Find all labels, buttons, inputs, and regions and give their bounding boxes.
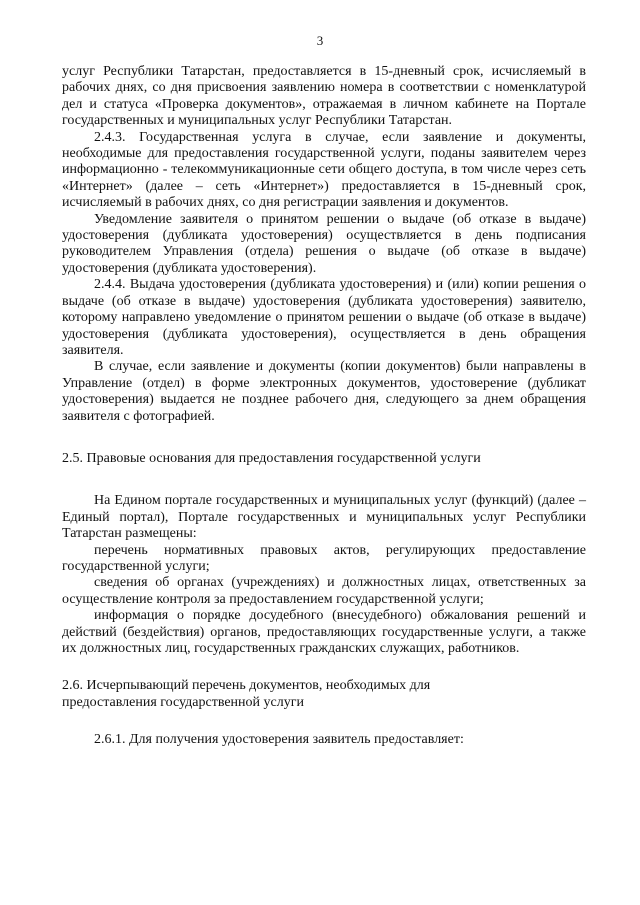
spacer (62, 425, 586, 451)
paragraph-2-4-4: 2.4.4. Выдача удостоверения (дубликата удостоверения) и (или) копии решения о выдаче (об отказе в выдаче) удостоверения (дубликата удостоверения) заявителю, которому направлено уведомление о принятом решении о выдаче (об отказе в выдаче) удостоверения (дубликата удостоверения), осуществляется в день обращения заявителя. (62, 277, 586, 358)
paragraph-notification: Уведомление заявителя о принятом решении о выдаче (об отказе в выдаче) удостоверения (дубликата удостоверения) осуществляется в день подписания руководителем Управления (отдела) решения о выдаче (об отказе в выдаче) удостоверения (дубликата удостоверения). (62, 211, 586, 276)
spacer (62, 657, 586, 678)
section-2-6-heading-line1: 2.6. Исчерпывающий перечень документов, необходимых для (62, 678, 431, 694)
paragraph-2-6-1: 2.6.1. Для получения удостоверения заявитель предоставляет: (94, 732, 464, 748)
paragraph-bodies-info: сведения об органах (учреждениях) и должностных лицах, ответственных за осуществление контроля за предоставлением государственной услуги; (62, 575, 586, 607)
spacer (62, 711, 586, 732)
paragraph-appeal-procedure: информация о порядке досудебного (внесудебного) обжалования решений и действий (бездействия) органов, предоставляющих государственные услуги, а также их должностных лиц, государственных гражданских служащих, работников. (62, 608, 586, 656)
document-body (62, 64, 586, 749)
paragraph-electronic-case: В случае, если заявление и документы (копии документов) были направлены в Управление (отдел) в форме электронных документов, удостоверение (дубликат удостоверения) выдается не позднее рабочего дня, следующего за днем обращения заявителя с фотографией. (62, 359, 586, 424)
paragraph-portal-intro: На Едином портале государственных и муниципальных услуг (функций) (далее – Единый портал), Портале государственных и муниципальных услуг Республики Татарстан размещены: (62, 493, 586, 542)
section-2-5-heading: 2.5. Правовые основания для предоставления государственной услуги (62, 450, 481, 466)
spacer (62, 467, 586, 493)
page-number: 3 (316, 33, 324, 48)
paragraph-2-4-3: 2.4.3. Государственная услуга в случае, если заявление и документы, необходимые для предоставления государственной услуги, поданы заявителем через информационно - телекоммуникационные сети общего доступа, в том числе через сеть «Интернет» (далее – сеть «Интернет») предоставляется в 15-дневный срок, исчисляемый в рабочих днях, со дня регистрации заявления и документов. (62, 129, 586, 211)
paragraph-continuation: услуг Республики Татарстан, предоставляется в 15-дневный срок, исчисляемый в рабочих днях, со дня присвоения заявлению номера в соответствии с номенклатурой дел и статуса «Проверка документов», отражаемая в личном кабинете на Портале государственных и муниципальных услуг Республики Татарстан. (62, 64, 586, 129)
paragraph-legal-acts-list: перечень нормативных правовых актов, регулирующих предоставление государственной услуги; (62, 542, 586, 574)
section-2-6-heading-line2: предоставления государственной услуги (62, 694, 304, 710)
